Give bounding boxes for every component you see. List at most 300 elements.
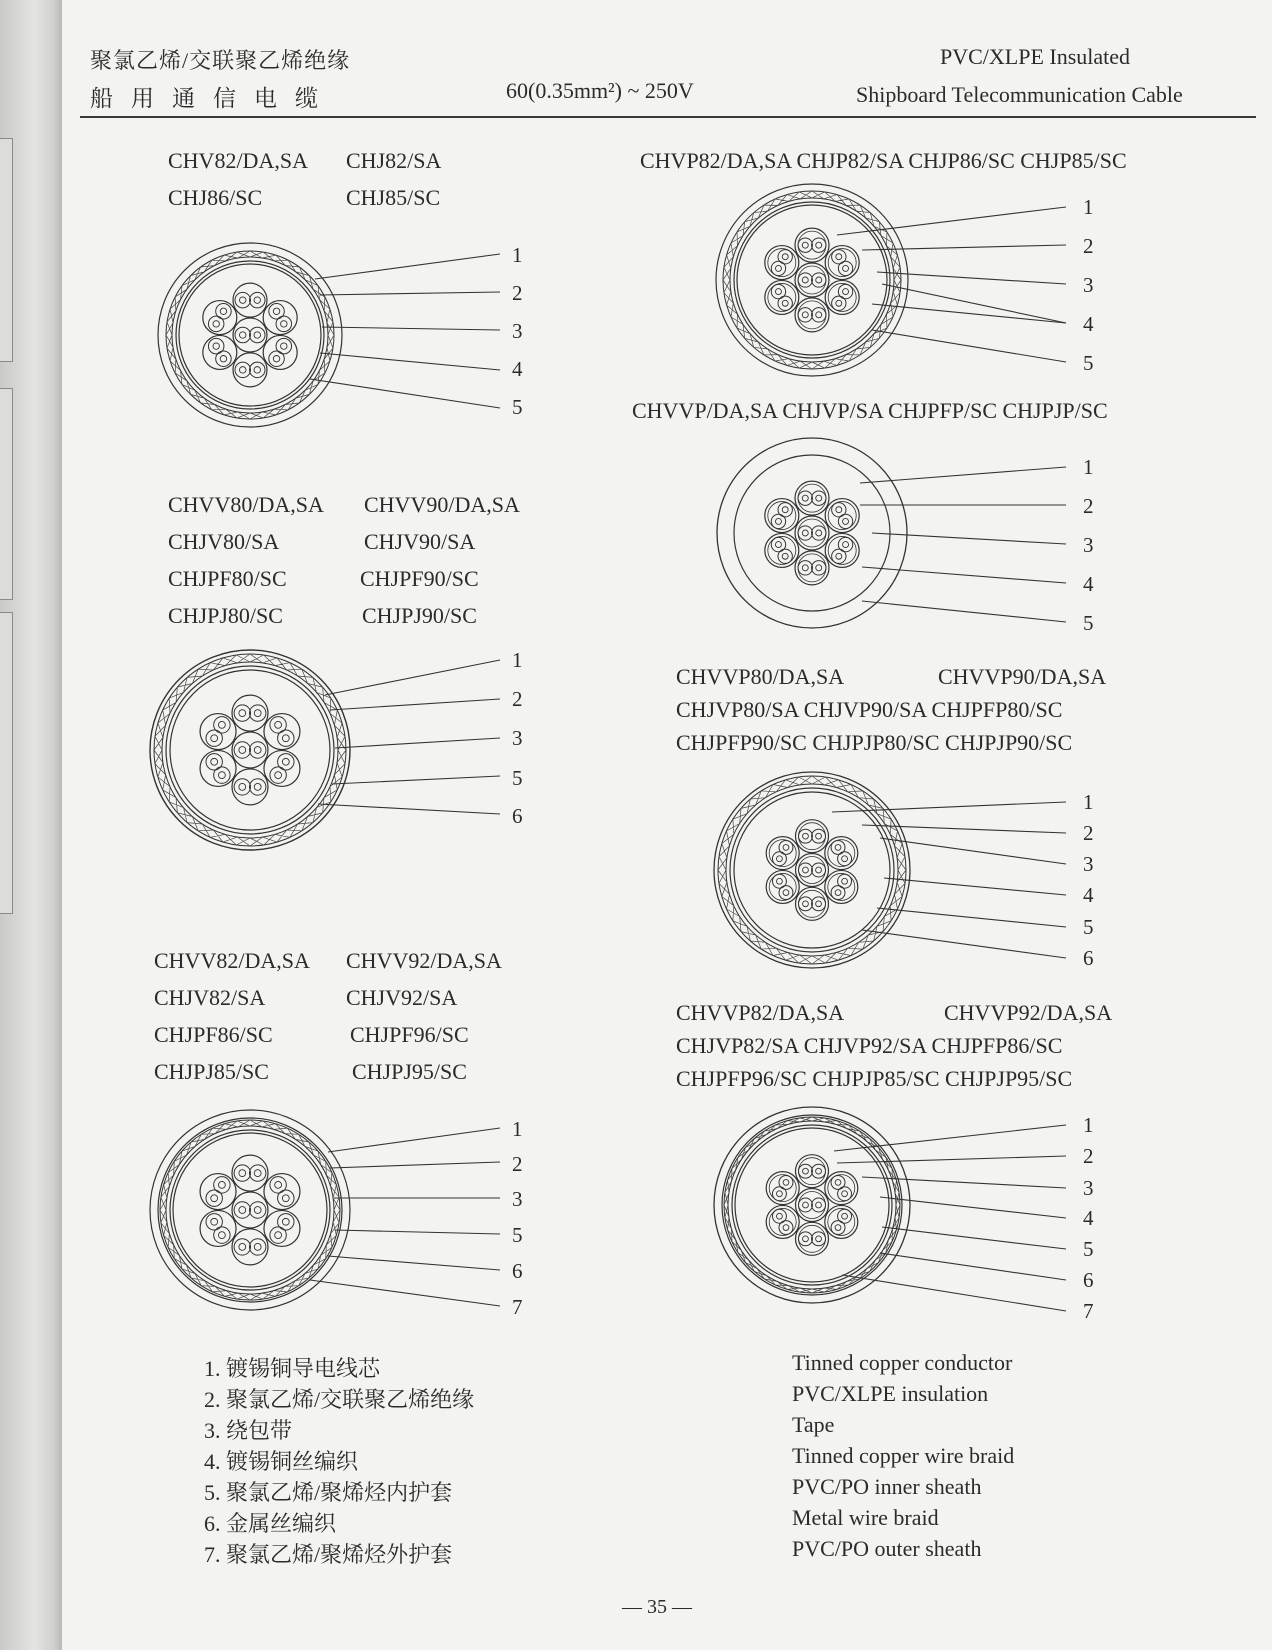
copper-conductor xyxy=(213,321,219,327)
copper-conductor xyxy=(282,735,289,742)
insulated-conductor xyxy=(249,742,265,758)
insulated-conductor xyxy=(812,273,826,287)
copper-conductor xyxy=(240,367,246,373)
copper-conductor xyxy=(254,1243,261,1250)
copper-conductor xyxy=(254,710,261,717)
callout-number: 2 xyxy=(1083,234,1094,258)
model-name: CHV82/DA,SA xyxy=(168,148,308,173)
header-rating: 60(0.35mm²) ~ 250V xyxy=(506,78,694,103)
copper-conductor xyxy=(835,1225,841,1231)
pair-unit xyxy=(264,714,300,750)
insulated-conductor xyxy=(270,1177,286,1193)
insulated-conductor xyxy=(235,292,251,308)
copper-conductor xyxy=(843,265,849,271)
copper-conductor xyxy=(803,1202,809,1208)
callout-number: 4 xyxy=(1083,572,1094,596)
insulated-conductor xyxy=(831,840,845,854)
copper-conductor xyxy=(220,308,226,314)
copper-conductor xyxy=(218,1181,225,1188)
callout-number: 2 xyxy=(512,687,523,711)
cable-cross-section-diagram xyxy=(712,180,922,380)
metal-braid xyxy=(166,1126,334,1294)
insulated-conductor xyxy=(798,863,812,877)
model-name: CHJ86/SC xyxy=(168,185,263,210)
legend-item-en: Tinned copper wire braid xyxy=(792,1443,1015,1468)
copper-conductor xyxy=(240,297,246,303)
copper-conductor xyxy=(239,747,246,754)
copper-conductor xyxy=(282,758,289,765)
insulated-conductor xyxy=(771,261,785,275)
callout-number: 3 xyxy=(512,726,523,750)
callout-number: 4 xyxy=(1083,1206,1094,1230)
copper-conductor xyxy=(816,277,822,283)
inner-sheath xyxy=(170,1130,330,1290)
page-number: — 35 — xyxy=(622,1596,692,1618)
copper-conductor xyxy=(777,856,783,862)
cable-section xyxy=(714,1107,910,1303)
cable-cross-section-diagram xyxy=(150,245,370,445)
insulated-conductor xyxy=(278,754,294,770)
copper-conductor xyxy=(775,265,781,271)
copper-conductor xyxy=(802,242,808,248)
insulated-conductor xyxy=(772,1187,786,1201)
model-name: CHJV90/SA xyxy=(364,529,476,554)
copper-conductor xyxy=(783,890,789,896)
insulated-conductor xyxy=(235,327,251,343)
index-tab xyxy=(0,612,13,914)
tape-layer xyxy=(170,670,330,830)
copper-conductor xyxy=(836,254,842,260)
callout-number: 1 xyxy=(512,1117,523,1141)
insulated-conductor xyxy=(250,327,266,343)
copper-conductor xyxy=(803,1236,809,1242)
insulated-conductor xyxy=(812,491,826,505)
copper-conductor xyxy=(803,1168,809,1174)
pair-unit xyxy=(264,750,300,786)
metal-braid xyxy=(160,1120,340,1300)
model-name: CHVVP90/DA,SA xyxy=(938,664,1107,689)
copper-conductor xyxy=(816,495,822,501)
copper-conductor xyxy=(211,1195,218,1202)
insulated-conductor xyxy=(831,1175,845,1189)
copper-conductor xyxy=(816,530,822,536)
insulated-conductor xyxy=(779,1221,793,1235)
model-name: CHJV82/SA xyxy=(154,985,266,1010)
legend-item-cn: 2. 聚氯乙烯/交联聚乙烯绝缘 xyxy=(204,1387,475,1412)
copper-conductor xyxy=(842,1213,848,1219)
copper-conductor xyxy=(782,507,788,513)
legend-item-cn: 5. 聚氯乙烯/聚烯烃内护套 xyxy=(204,1480,453,1505)
copper-conductor xyxy=(211,735,218,742)
index-tab xyxy=(0,138,13,362)
model-name: CHJPJ90/SC xyxy=(362,603,477,628)
copper-conductor xyxy=(843,542,849,548)
insulated-conductor xyxy=(812,561,826,575)
copper-conductor xyxy=(282,1218,289,1225)
pair-unit xyxy=(200,714,236,750)
model-name: CHJPFP96/SC CHJPJP85/SC CHJPJP95/SC xyxy=(676,1066,1073,1091)
callout-number: 1 xyxy=(1083,455,1094,479)
copper-conductor xyxy=(281,321,287,327)
index-tab xyxy=(0,388,13,600)
insulated-conductor xyxy=(214,1227,230,1243)
copper-conductor xyxy=(220,355,226,361)
insulated-conductor xyxy=(812,526,826,540)
copper-conductor xyxy=(836,300,842,306)
cable-section xyxy=(714,772,910,968)
legend-item-cn: 7. 聚氯乙烯/聚烯烃外护套 xyxy=(204,1542,453,1567)
callout-number: 1 xyxy=(512,648,523,672)
insulated-conductor xyxy=(812,308,826,322)
copper-conductor xyxy=(281,343,287,349)
copper-conductor xyxy=(211,758,218,765)
pair-unit xyxy=(264,1210,300,1246)
insulated-conductor xyxy=(838,537,852,551)
copper-conductor xyxy=(254,747,261,754)
insulated-conductor xyxy=(208,316,224,332)
callout-number: 1 xyxy=(512,243,523,267)
legend-item-en: PVC/XLPE insulation xyxy=(792,1381,989,1406)
insulated-conductor xyxy=(838,284,852,298)
copper-conductor xyxy=(835,1180,841,1186)
insulated-conductor xyxy=(234,705,250,721)
copper-conductor xyxy=(802,312,808,318)
insulated-conductor xyxy=(838,1209,852,1223)
callout-number: 4 xyxy=(1083,312,1094,336)
insulated-conductor xyxy=(249,705,265,721)
callout-number: 2 xyxy=(1083,821,1094,845)
copper-conductor xyxy=(783,1225,789,1231)
model-name: CHVV82/DA,SA xyxy=(154,948,310,973)
copper-conductor xyxy=(254,297,260,303)
legend-item-en: PVC/PO outer sheath xyxy=(792,1536,982,1561)
copper-conductor xyxy=(816,901,822,907)
insulated-conductor xyxy=(798,526,812,540)
pair-unit xyxy=(232,1229,268,1265)
metal-braid-weave xyxy=(160,1120,340,1300)
callout-number: 4 xyxy=(1083,883,1094,907)
copper-conductor xyxy=(842,856,848,862)
insulated-conductor xyxy=(269,304,285,320)
copper-conductor xyxy=(816,1202,822,1208)
copper-conductor xyxy=(816,242,822,248)
insulated-conductor xyxy=(812,829,826,843)
copper-conductor xyxy=(816,312,822,318)
callout-number: 4 xyxy=(512,357,523,381)
pair-unit xyxy=(232,769,268,805)
model-name: CHJ82/SA xyxy=(346,148,442,173)
insulated-conductor xyxy=(798,308,812,322)
copper-conductor xyxy=(782,553,788,559)
insulated-conductor xyxy=(778,549,792,563)
copper-conductor xyxy=(836,507,842,513)
model-name: CHJVP80/SA CHJVP90/SA CHJPFP80/SC xyxy=(676,697,1063,722)
model-name: CHJPJ85/SC xyxy=(154,1059,269,1084)
cable-section xyxy=(158,243,342,427)
callout-number: 5 xyxy=(512,766,523,790)
callout-number: 5 xyxy=(1083,611,1094,635)
pair-unit xyxy=(232,1155,268,1191)
insulated-conductor xyxy=(798,829,812,843)
cable-section xyxy=(716,184,908,376)
copper-conductor xyxy=(239,783,246,790)
copper-conductor xyxy=(782,300,788,306)
legend-item-cn: 4. 镀锡铜丝编织 xyxy=(204,1449,359,1474)
legend-item-en: Tape xyxy=(792,1412,835,1437)
insulated-conductor xyxy=(798,1164,812,1178)
insulated-conductor xyxy=(276,338,292,354)
cable-cross-section-diagram xyxy=(712,1105,922,1315)
copper-conductor xyxy=(842,1191,848,1197)
model-name: CHVV92/DA,SA xyxy=(346,948,502,973)
copper-conductor xyxy=(777,1213,783,1219)
legend-item-en: PVC/PO inner sheath xyxy=(792,1474,982,1499)
model-name: CHJPF86/SC xyxy=(154,1022,273,1047)
copper-conductor xyxy=(802,277,808,283)
insulated-conductor xyxy=(249,1239,265,1255)
copper-conductor xyxy=(803,867,809,873)
pair-unit xyxy=(232,695,268,731)
model-name: CHJV92/SA xyxy=(346,985,458,1010)
outer-sheath-inner-edge xyxy=(158,1118,342,1302)
model-name: CHVV90/DA,SA xyxy=(364,492,520,517)
insulated-conductor xyxy=(249,779,265,795)
copper-conductor xyxy=(802,530,808,536)
pair-unit xyxy=(200,750,236,786)
copper-conductor xyxy=(803,901,809,907)
callout-number: 2 xyxy=(512,1152,523,1176)
model-name: CHVV80/DA,SA xyxy=(168,492,324,517)
insulated-conductor xyxy=(249,1165,265,1181)
insulated-conductor xyxy=(250,292,266,308)
insulated-conductor xyxy=(798,561,812,575)
insulated-conductor xyxy=(234,779,250,795)
callout-number: 3 xyxy=(1083,533,1094,557)
copper-conductor xyxy=(775,289,781,295)
copper-conductor xyxy=(843,289,849,295)
callout-number: 5 xyxy=(1083,351,1094,375)
model-name: CHJPF96/SC xyxy=(350,1022,469,1047)
copper-conductor xyxy=(777,1191,783,1197)
copper-conductor xyxy=(835,890,841,896)
callout-number: 2 xyxy=(512,281,523,305)
copper-conductor xyxy=(239,1207,246,1214)
insulated-conductor xyxy=(778,296,792,310)
callout-number: 7 xyxy=(512,1295,523,1319)
copper-conductor xyxy=(254,332,260,338)
insulated-conductor xyxy=(206,730,222,746)
insulated-conductor xyxy=(812,1232,826,1246)
model-name: CHJ85/SC xyxy=(346,185,441,210)
legend-item-cn: 6. 金属丝编织 xyxy=(204,1511,337,1536)
insulated-conductor xyxy=(234,742,250,758)
copper-conductor xyxy=(282,1195,289,1202)
copper-conductor xyxy=(803,833,809,839)
model-name: CHVVP80/DA,SA xyxy=(676,664,845,689)
copper-conductor xyxy=(218,721,225,728)
copper-conductor xyxy=(213,343,219,349)
model-name: CHJPJ80/SC xyxy=(168,603,283,628)
copper-conductor xyxy=(782,254,788,260)
copper-conductor xyxy=(816,833,822,839)
metal-braid xyxy=(154,654,346,846)
cable-cross-section-diagram xyxy=(150,650,370,850)
copper-conductor xyxy=(218,772,225,779)
insulated-conductor xyxy=(798,1198,812,1212)
book-binding xyxy=(0,0,62,1650)
copper-conductor xyxy=(273,308,279,314)
copper-conductor xyxy=(802,495,808,501)
insulated-conductor xyxy=(235,362,251,378)
callout-number: 2 xyxy=(1083,494,1094,518)
insulated-conductor xyxy=(779,886,793,900)
pair-unit xyxy=(264,1174,300,1210)
model-name: CHJV80/SA xyxy=(168,529,280,554)
callout-number: 3 xyxy=(512,1187,523,1211)
copper-conductor xyxy=(275,1232,282,1239)
copper-conductor xyxy=(775,518,781,524)
insulated-conductor xyxy=(249,1202,265,1218)
insulated-conductor xyxy=(234,1239,250,1255)
insulated-conductor xyxy=(832,503,846,517)
insulated-conductor xyxy=(772,852,786,866)
insulated-conductor xyxy=(798,1232,812,1246)
callout-number: 5 xyxy=(1083,1237,1094,1261)
insulated-conductor xyxy=(812,1164,826,1178)
copper-conductor xyxy=(836,553,842,559)
insulated-conductor xyxy=(798,238,812,252)
insulated-conductor xyxy=(812,863,826,877)
copper-conductor xyxy=(275,1181,282,1188)
model-name: CHJPF80/SC xyxy=(168,566,287,591)
pair-unit xyxy=(232,732,268,768)
cable-section xyxy=(150,1110,350,1310)
copper-conductor xyxy=(273,355,279,361)
header-en-title: PVC/XLPE Insulated xyxy=(940,44,1131,69)
copper-conductor xyxy=(239,710,246,717)
copper-conductor xyxy=(211,1218,218,1225)
insulated-conductor xyxy=(812,897,826,911)
insulated-conductor xyxy=(812,238,826,252)
copper-conductor xyxy=(275,772,282,779)
callout-number: 1 xyxy=(1083,195,1094,219)
callout-number: 5 xyxy=(512,395,523,419)
insulated-conductor xyxy=(250,362,266,378)
copper-conductor xyxy=(240,332,246,338)
copper-conductor xyxy=(254,367,260,373)
model-name: CHJPF90/SC xyxy=(360,566,479,591)
callout-number: 6 xyxy=(1083,1268,1094,1292)
callout-number: 7 xyxy=(1083,1299,1094,1323)
copper-conductor xyxy=(775,542,781,548)
model-name: CHJPJ95/SC xyxy=(352,1059,467,1084)
cable-cross-section-diagram xyxy=(150,1110,370,1310)
callout-number: 3 xyxy=(512,319,523,343)
copper-conductor xyxy=(275,721,282,728)
copper-conductor xyxy=(816,1236,822,1242)
insulated-conductor xyxy=(798,491,812,505)
copper-conductor xyxy=(254,1207,261,1214)
copper-conductor xyxy=(835,845,841,851)
callout-number: 1 xyxy=(1083,790,1094,814)
copper-conductor xyxy=(218,1232,225,1239)
legend-item-cn: 1. 镀锡铜导电线芯 xyxy=(204,1356,381,1381)
copper-conductor xyxy=(239,1170,246,1177)
copper-conductor xyxy=(816,1168,822,1174)
header-cn-subtitle: 船用通信电缆 xyxy=(90,86,336,111)
insulated-conductor xyxy=(838,874,852,888)
inner-sheath xyxy=(166,666,334,834)
legend-item-en: Tinned copper conductor xyxy=(792,1350,1013,1375)
pair-unit xyxy=(200,1210,236,1246)
callout-number: 5 xyxy=(1083,915,1094,939)
insulated-conductor xyxy=(771,514,785,528)
copper-conductor xyxy=(783,1180,789,1186)
metal-braid xyxy=(162,662,338,838)
callout-number: 6 xyxy=(512,1259,523,1283)
tape-layer xyxy=(173,1133,327,1287)
model-name: CHVVP82/DA,SA xyxy=(676,1000,845,1025)
callout-number: 6 xyxy=(512,804,523,828)
copper-conductor xyxy=(816,565,822,571)
insulated-conductor xyxy=(798,897,812,911)
metal-braid-weave xyxy=(154,654,346,846)
callout-number: 2 xyxy=(1083,1144,1094,1168)
callout-number: 1 xyxy=(1083,1113,1094,1137)
copper-conductor xyxy=(777,878,783,884)
copper-conductor xyxy=(783,845,789,851)
model-name: CHVVP/DA,SA CHJVP/SA CHJPFP/SC CHJPJP/SC xyxy=(632,398,1108,423)
cable-cross-section-diagram xyxy=(712,435,922,635)
model-name: CHJPFP90/SC CHJPJP80/SC CHJPJP90/SC xyxy=(676,730,1073,755)
header-en-subtitle: Shipboard Telecommunication Cable xyxy=(856,82,1183,107)
insulated-conductor xyxy=(206,1190,222,1206)
copper-conductor xyxy=(254,1170,261,1177)
copper-conductor xyxy=(239,1243,246,1250)
copper-conductor xyxy=(843,518,849,524)
model-name: CHVVP92/DA,SA xyxy=(944,1000,1113,1025)
insulated-conductor xyxy=(234,1165,250,1181)
model-name: CHJVP82/SA CHJVP92/SA CHJPFP86/SC xyxy=(676,1033,1063,1058)
callout-number: 3 xyxy=(1083,273,1094,297)
callout-number: 3 xyxy=(1083,1176,1094,1200)
legend-item-en: Metal wire braid xyxy=(792,1505,939,1530)
copper-conductor xyxy=(802,565,808,571)
insulated-conductor xyxy=(216,351,232,367)
insulated-conductor xyxy=(270,717,286,733)
outer-sheath xyxy=(150,650,350,850)
header-cn-title: 聚氯乙烯/交联聚乙烯绝缘 xyxy=(90,48,351,73)
insulated-conductor xyxy=(812,1198,826,1212)
cable-section xyxy=(150,650,350,850)
insulated-conductor xyxy=(214,767,230,783)
cable-cross-section-diagram xyxy=(712,770,922,980)
copper-conductor xyxy=(816,867,822,873)
copper-conductor xyxy=(842,878,848,884)
model-name: CHVP82/DA,SA CHJP82/SA CHJP86/SC CHJP85/SC xyxy=(640,148,1127,173)
callout-number: 5 xyxy=(512,1223,523,1247)
insulated-conductor xyxy=(832,250,846,264)
outer-sheath xyxy=(150,1110,350,1310)
header-rule xyxy=(80,116,1256,118)
callout-number: 3 xyxy=(1083,852,1094,876)
insulated-conductor xyxy=(278,1214,294,1230)
legend-item-cn: 3. 绕包带 xyxy=(204,1418,293,1443)
copper-conductor xyxy=(254,783,261,790)
pair-unit xyxy=(232,1192,268,1228)
pair-unit xyxy=(200,1174,236,1210)
insulated-conductor xyxy=(234,1202,250,1218)
